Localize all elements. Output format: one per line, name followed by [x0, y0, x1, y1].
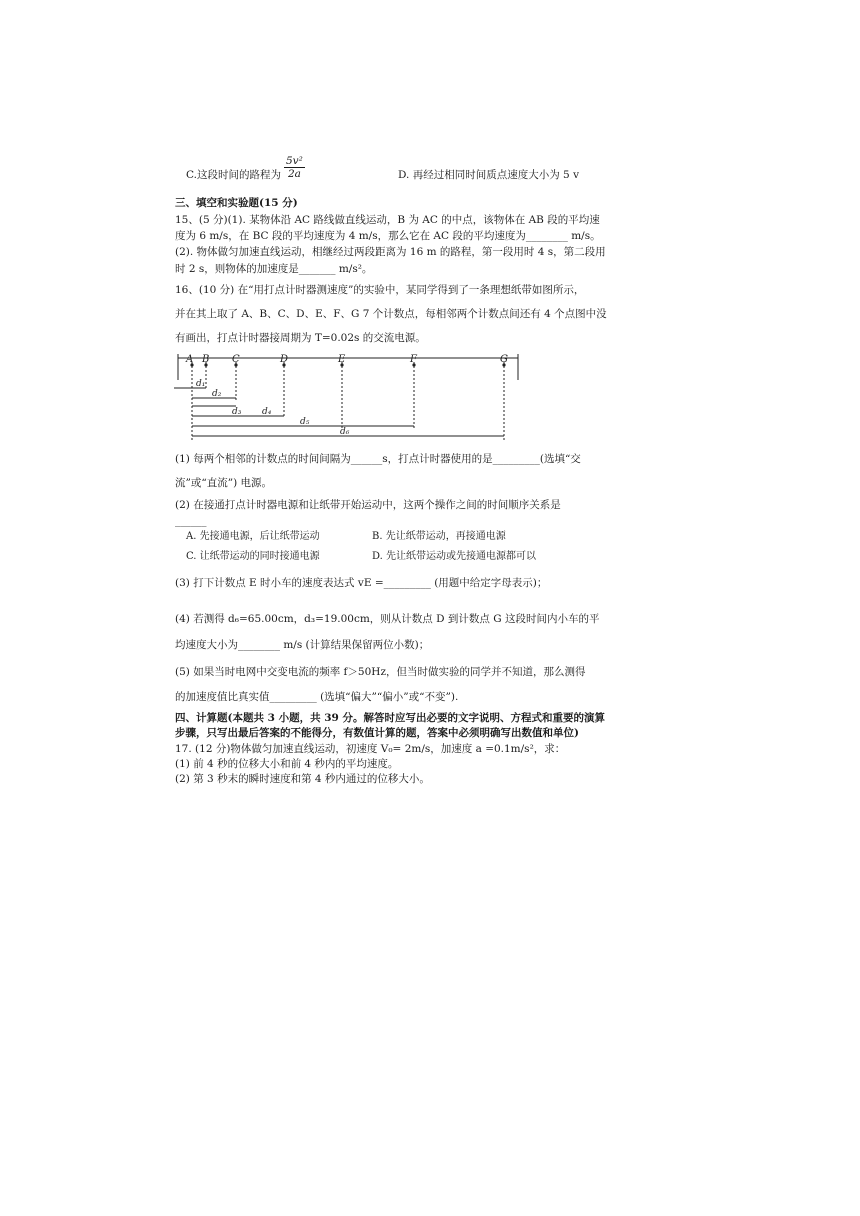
section-3-title: 三、填空和实验题(15 分) — [175, 197, 298, 209]
q16-part1-line-2: 流”或“直流”) 电源。 — [175, 477, 273, 489]
q15-line-2: 度为 6 m/s，在 BC 段的平均速度为 4 m/s，那么它在 AC 段的平均速度为________ m/s。 — [175, 230, 601, 242]
q16-line-1: 16、(10 分) 在“用打点计时器测速度”的实验中，某同学得到了一条理想纸带如图所示， — [175, 284, 585, 296]
q16-part2-line-1: (2) 在接通打点计时器电源和让纸带开始运动中，这两个操作之间的时间顺序关系是 — [175, 499, 561, 511]
option-c-fraction — [284, 155, 305, 180]
tape-label-c: C — [232, 354, 240, 365]
q17-line-3: (2) 第 3 秒末的瞬时速度和第 4 秒内通过的位移大小。 — [175, 773, 430, 785]
q16-option-a: A. 先接通电源，后让纸带运动 — [186, 531, 320, 542]
option-d-text: D. 再经过相同时间质点速度大小为 5 v — [398, 169, 580, 181]
q17-line-2: (1) 前 4 秒的位移大小和前 4 秒内的平均速度。 — [175, 758, 399, 770]
q16-line-2: 并在其上取了 A、B、C、D、E、F、G 7 个计数点，每相邻两个计数点间还有 4 个点图中没 — [175, 308, 607, 320]
section-4-title-line-1: 四、计算题(本题共 3 小题，共 39 分。解答时应写出必要的文字说明、方程式和重要的演算 — [175, 712, 606, 724]
fraction-numerator: 5v² — [286, 155, 303, 167]
q16-part3: (3) 打下计数点 E 时小车的速度表达式 vE =_________ (用题中给定字母表示)； — [175, 577, 548, 589]
q15-line-4: 时 2 s，则物体的加速度是_______ m/s²。 — [175, 263, 373, 275]
q15-line-3: (2). 物体做匀加速直线运动，相继经过两段距离为 16 m 的路程，第一段用时 4 s，第二段用 — [175, 246, 606, 258]
q16-option-b: B. 先让纸带运动，再接通电源 — [372, 531, 506, 542]
q16-part4-line-1: (4) 若测得 d₆=65.00cm，d₃=19.00cm，则从计数点 D 到计数点 G 这段时间内小车的平 — [175, 613, 600, 625]
tape-label-a: A — [186, 354, 194, 365]
distance-label-d4: d₄ — [262, 407, 272, 417]
distance-label-d2: d₂ — [212, 389, 222, 399]
q16-line-3: 有画出，打点计时器接周期为 T=0.02s 的交流电源。 — [175, 332, 426, 344]
distance-label-d3: d₃ — [232, 407, 242, 417]
q16-part5-line-1: (5) 如果当时电网中交变电流的频率 f＞50Hz，但当时做实验的同学并不知道，那么测得 — [175, 666, 586, 678]
distance-label-d5: d₅ — [300, 417, 310, 427]
tape-label-d: D — [280, 354, 289, 365]
option-c-text: C.这段时间的路程为 — [186, 169, 281, 181]
tape-label-f: F — [410, 354, 417, 365]
q17-line-1: 17. (12 分)物体做匀加速直线运动，初速度 V₀= 2m/s，加速度 a =0.1m/s²，求： — [175, 743, 566, 755]
q16-part4-line-2: 均速度大小为________ m/s (计算结果保留两位小数)； — [175, 639, 430, 651]
tape-label-e: E — [338, 354, 346, 365]
q16-option-c: C. 让纸带运动的同时接通电源 — [186, 551, 320, 562]
tape-label-g: G — [500, 354, 508, 365]
section-4-title-line-2: 步骤，只写出最后答案的不能得分，有数值计算的题，答案中必须明确写出数值和单位) — [175, 727, 579, 739]
distance-label-d6: d₆ — [340, 427, 350, 437]
q16-option-d: D. 先让纸带运动或先接通电源都可以 — [372, 551, 537, 562]
q16-part2-blank: ______ — [175, 515, 207, 527]
q15-line-1: 15、(5 分)(1). 某物体沿 AC 路线做直线运动，B 为 AC 的中点，该物体在 AB 段的平均速 — [175, 214, 600, 226]
paper-tape-figure — [170, 350, 530, 445]
distance-label-d1: d₁ — [196, 379, 206, 389]
tape-label-b: B — [202, 354, 210, 365]
fraction-denominator: 2a — [287, 168, 301, 180]
q16-part5-line-2: 的加速度值比真实值_________ (选填“偏大”“偏小”或“不变”). — [175, 691, 459, 703]
q16-part1-line-1: (1) 每两个相邻的计数点的时间间隔为______s，打点计时器使用的是_________(选填“交 — [175, 453, 581, 465]
